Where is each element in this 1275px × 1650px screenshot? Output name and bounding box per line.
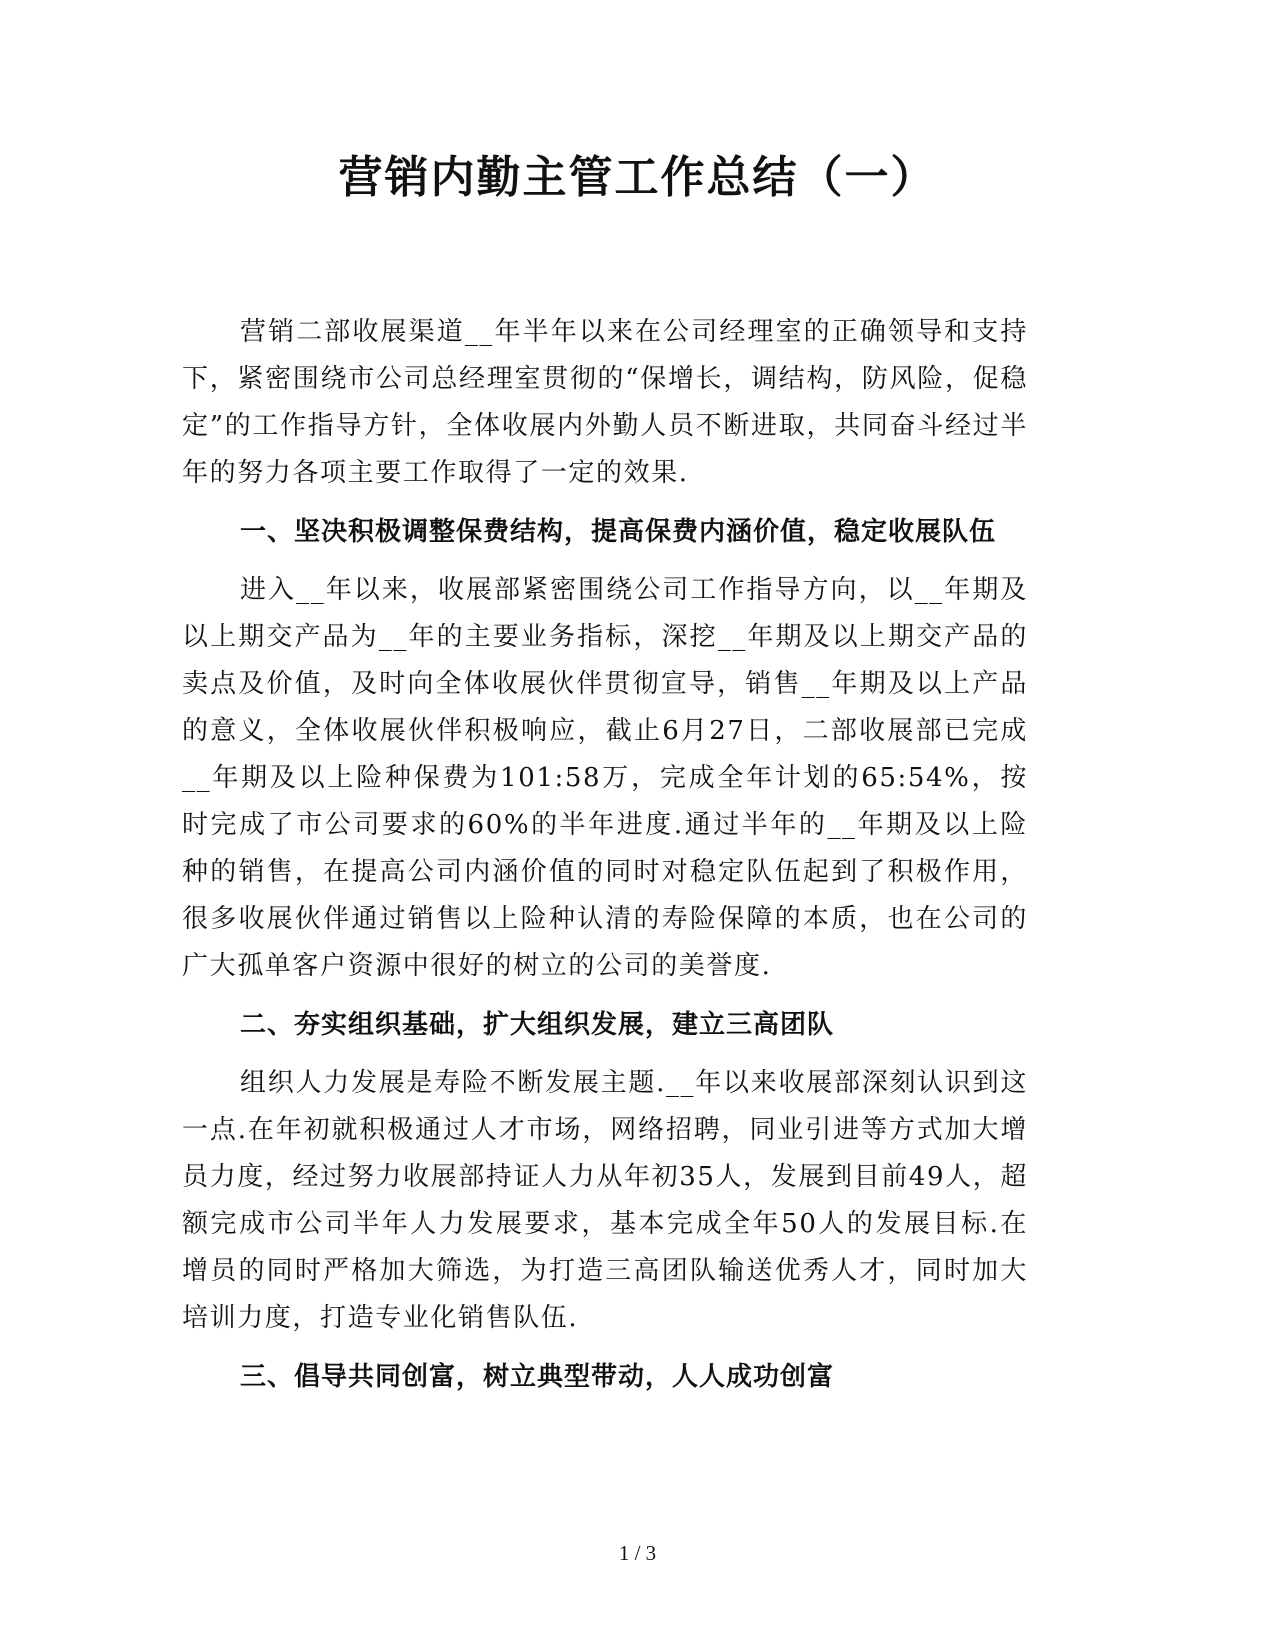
section-1-heading: 一、坚决积极调整保费结构，提高保费内涵价值，稳定收展队伍 bbox=[240, 517, 997, 547]
section-2-paragraph: 组织人力发展是寿险不断发展主题.__年以来收展部深刻认识到这一点.在年初就积极通过人才市场，网络招聘，同业引进等方式加大增员力度，经过努力收展部持证人力从年初35人，发展到目前49人，超额完成市公司半年人力发展要求，基本完成全年50人的发展目标.在增员的同时严格加大筛选，为打造三高团队输送优秀人才，同时加大培训力度，打造专业化销售队伍. bbox=[182, 1068, 1028, 1333]
page-number: 1 / 3 bbox=[618, 1541, 657, 1565]
section-3-heading: 三、倡导共同创富，树立典型带动，人人成功创富 bbox=[240, 1362, 835, 1392]
document-body bbox=[182, 309, 1028, 1412]
section-2-heading: 二、夯实组织基础，扩大组织发展，建立三高团队 bbox=[240, 1010, 835, 1040]
section-1-paragraph: 进入__年以来，收展部紧密围绕公司工作指导方向，以__年期及以上期交产品为__年的主要业务指标，深挖__年期及以上期交产品的卖点及价值，及时向全体收展伙伴贯彻宣导，销售__年期及以上产品的意义，全体收展伙伴积极响应，截止6月27日，二部收展部已完成__年期及以上险种保费为101:58万，完成全年计划的65:54%，按时完成了市公司要求的60%的半年进度.通过半年的__年期及以上险种的销售，在提高公司内涵价值的同时对稳定队伍起到了积极作用，很多收展伙伴通过销售以上险种认清的寿险保障的本质，也在公司的广大孤单客户资源中很好的树立的公司的美誉度. bbox=[182, 575, 1028, 981]
document-title: 营销内勤主管工作总结（一） bbox=[338, 152, 937, 203]
intro-paragraph: 营销二部收展渠道__年半年以来在公司经理室的正确领导和支持下，紧密围绕市公司总经理室贯彻的“保增长，调结构，防风险，促稳定”的工作指导方针，全体收展内外勤人员不断进取，共同奋斗经过半年的努力各项主要工作取得了一定的效果. bbox=[182, 317, 1028, 488]
